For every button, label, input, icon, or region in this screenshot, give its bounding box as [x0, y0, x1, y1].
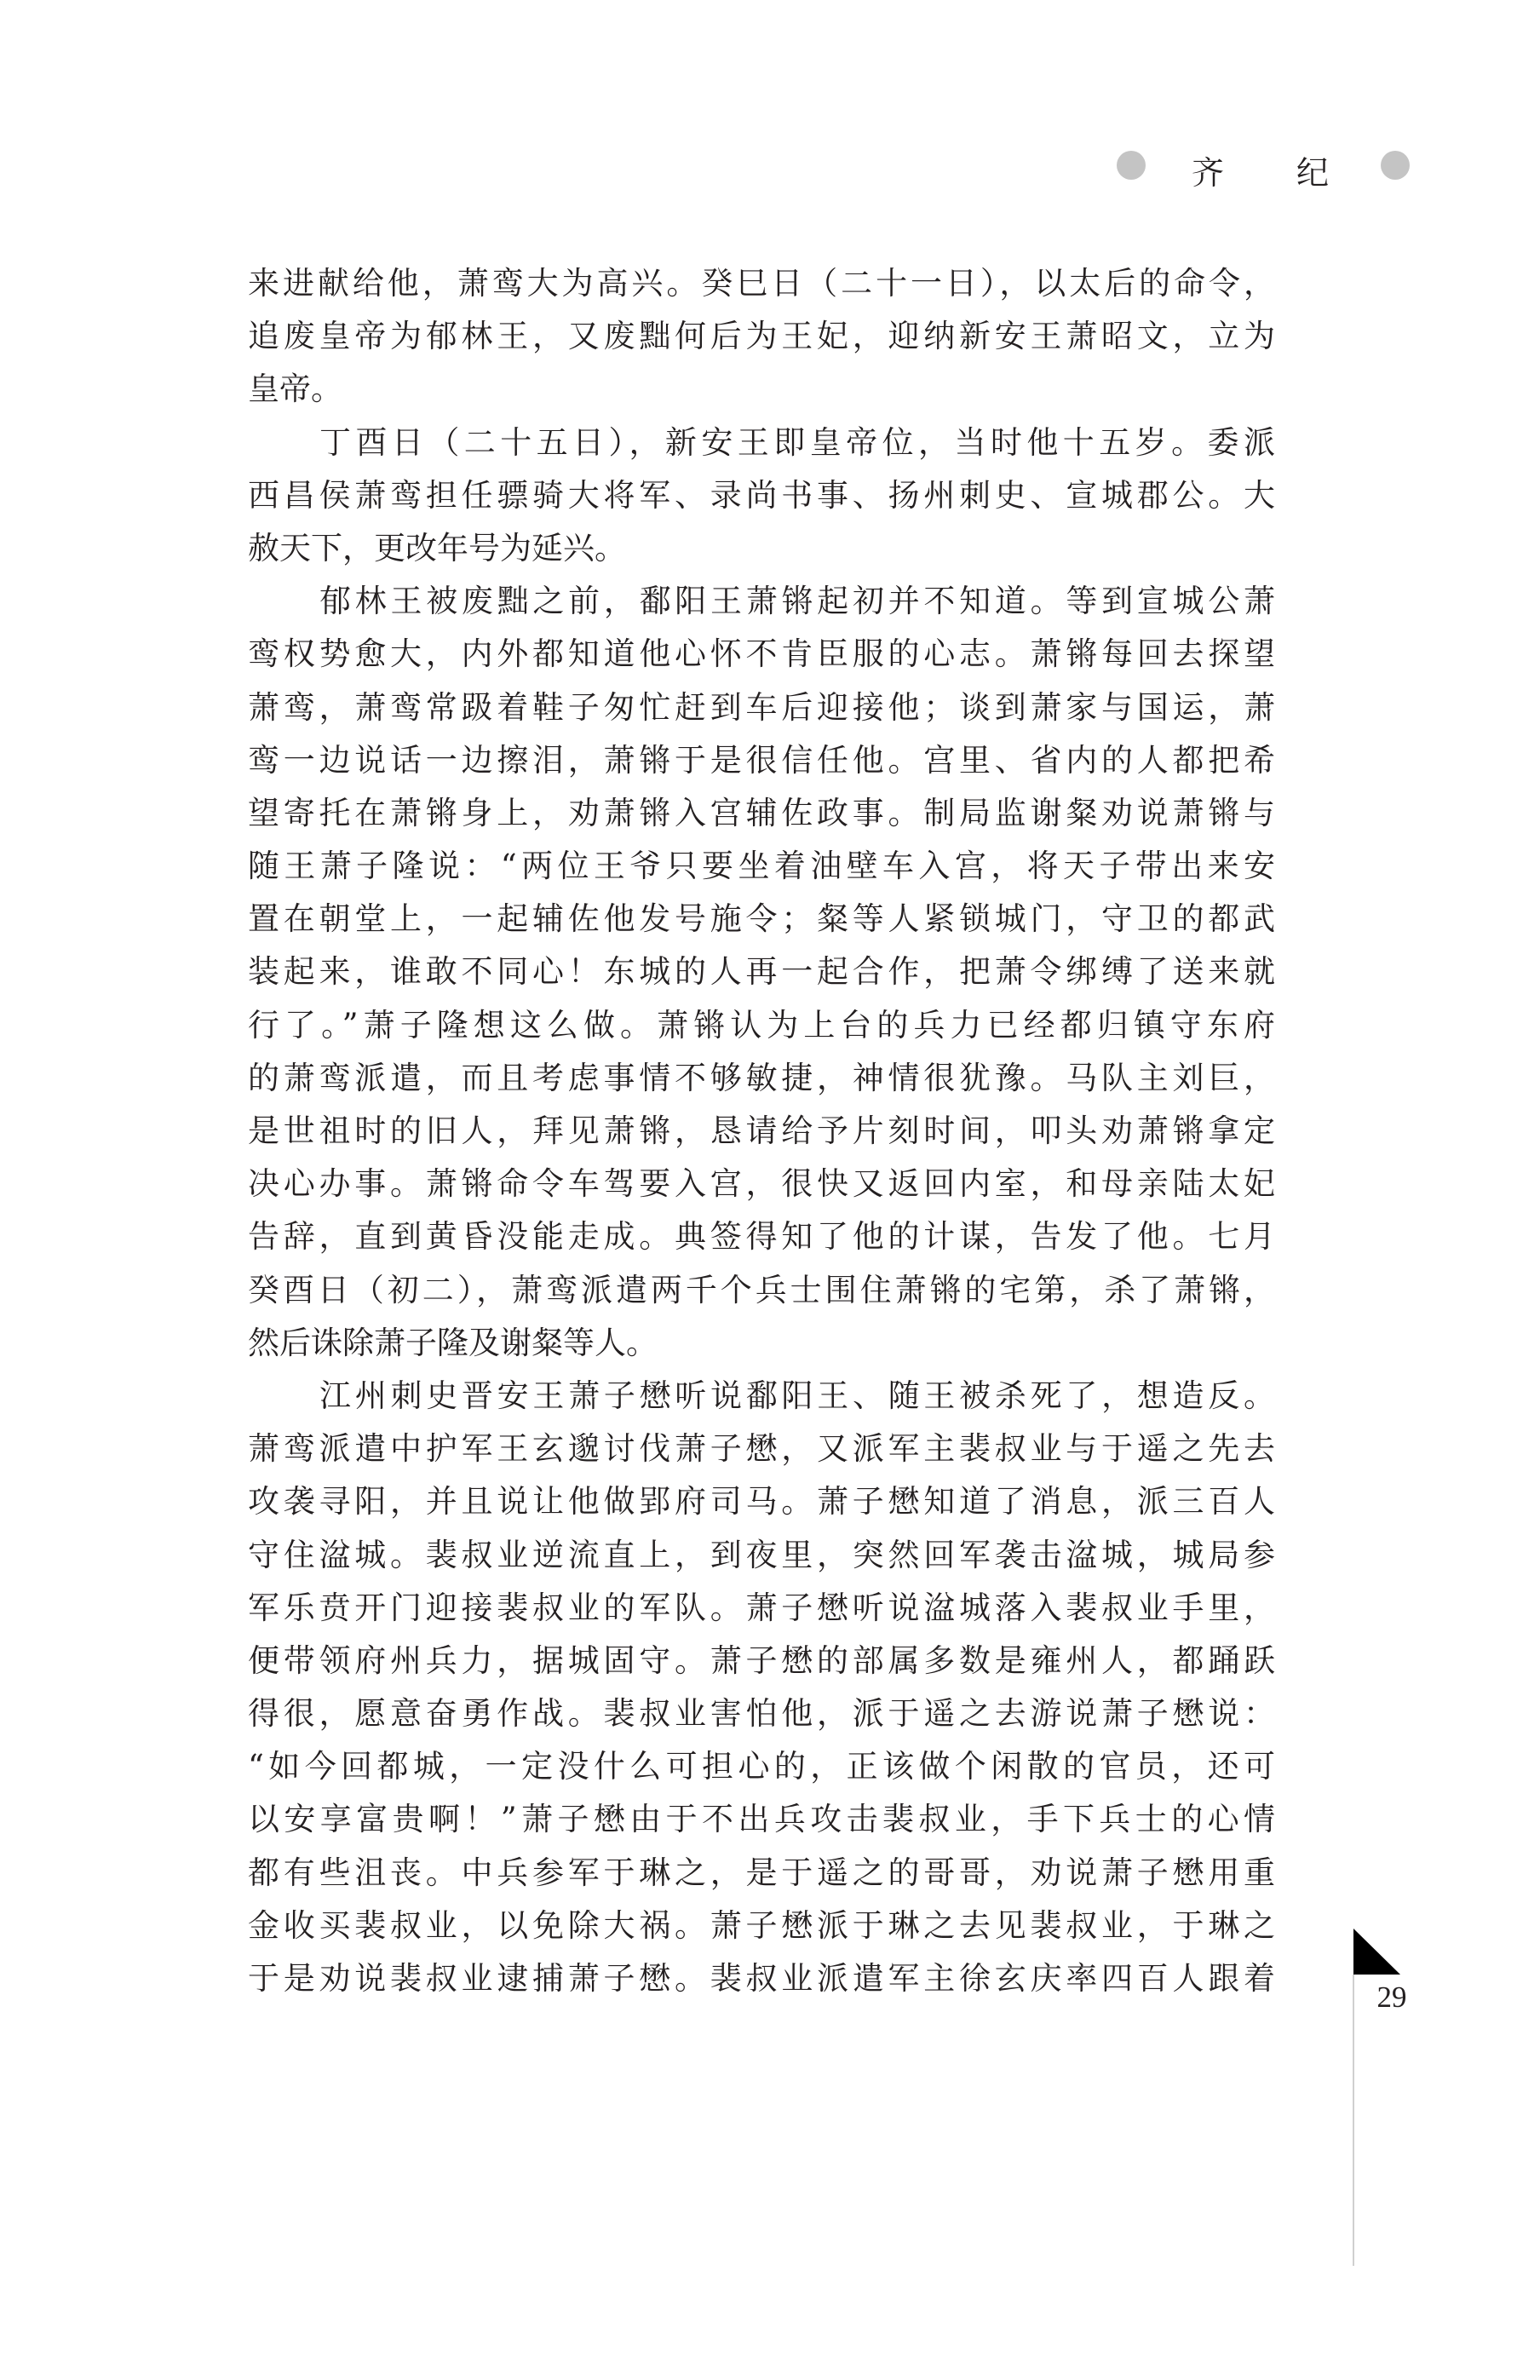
text-line: 萧鸾，萧鸾常趿着鞋子匆忙赶到车后迎接他；谈到萧家与国运，萧 [248, 688, 1275, 726]
body-text [248, 257, 1275, 2005]
text-line: 装起来，谁敢不同心！东城的人再一起合作，把萧令绑缚了送来就 [248, 953, 1275, 991]
paragraph-2 [248, 417, 1275, 576]
text-line: 置在朝堂上，一起辅佐他发号施令；粲等人紧锁城门，守卫的都武 [248, 900, 1275, 938]
text-line: “如今回都城，一定没什么可担心的，正该做个闲散的官员，还可 [248, 1748, 1275, 1785]
text-line: 鸾权势愈大，内外都知道他心怀不肯臣服的心志。萧锵每回去探望 [248, 635, 1275, 673]
text-line: 军乐贲开门迎接裴叔业的军队。萧子懋听说湓城落入裴叔业手里， [248, 1589, 1275, 1626]
text-line: 癸酉日（初二），萧鸾派遣两千个兵士围住萧锵的宅第，杀了萧锵， [248, 1271, 1275, 1308]
text-line: 追废皇帝为郁林王，又废黜何后为王妃，迎纳新安王萧昭文，立为 [248, 318, 1275, 355]
text-line: 攻袭寻阳，并且说让他做郢府司马。萧子懋知道了消息，派三百人 [248, 1483, 1275, 1521]
running-header-char-2: 纪 [1296, 154, 1329, 192]
text-line: 随王萧子隆说：“两位王爷只要坐着油壁车入宫，将天子带出来安 [248, 848, 1275, 885]
text-line: 皇帝。 [248, 371, 342, 408]
paragraph-1 [248, 257, 1275, 417]
text-line: 赦天下，更改年号为延兴。 [248, 529, 626, 566]
header-ornament-right-icon [1381, 151, 1410, 180]
text-line: 金收买裴叔业，以免除大祸。萧子懋派于琳之去见裴叔业，于琳之 [248, 1906, 1275, 1944]
text-line: 的萧鸾派遣，而且考虑事情不够敏捷，神情很犹豫。马队主刘巨， [248, 1059, 1275, 1096]
text-line: 江州刺史晋安王萧子懋听说鄱阳王、随王被杀死了，想造反。 [319, 1377, 1275, 1414]
header-ornament-left-icon [1117, 151, 1146, 180]
text-line: 然后诛除萧子隆及谢粲等人。 [248, 1324, 658, 1361]
text-line: 郁林王被废黜之前，鄱阳王萧锵起初并不知道。等到宣城公萧 [319, 583, 1275, 620]
page-number: 29 [1376, 1980, 1407, 2014]
text-line: 以安享富贵啊！”萧子懋由于不出兵攻击裴叔业，手下兵士的心情 [248, 1801, 1275, 1838]
text-line: 守住湓城。裴叔业逆流直上，到夜里，突然回军袭击湓城，城局参 [248, 1536, 1275, 1573]
text-line: 望寄托在萧锵身上，劝萧锵入宫辅佐政事。制局监谢粲劝说萧锵与 [248, 794, 1275, 831]
text-line: 鸾一边说话一边擦泪，萧锵于是很信任他。宫里、省内的人都把希 [248, 741, 1275, 779]
text-line: 是世祖时的旧人，拜见萧锵，恳请给予片刻时间，叩头劝萧锵拿定 [248, 1112, 1275, 1149]
text-line: 便带领府州兵力，据城固守。萧子懋的部属多数是雍州人，都踊跃 [248, 1641, 1275, 1679]
text-line: 丁酉日（二十五日），新安王即皇帝位，当时他十五岁。委派 [319, 423, 1275, 461]
text-line: 得很，愿意奋勇作战。裴叔业害怕他，派于遥之去游说萧子懋说： [248, 1695, 1275, 1733]
text-line: 决心办事。萧锵命令车驾要入宫，很快又返回内室，和母亲陆太妃 [248, 1165, 1275, 1203]
paragraph-4 [248, 1370, 1275, 2005]
paragraph-3 [248, 575, 1275, 1370]
text-line: 行了。”萧子隆想这么做。萧锵认为上台的兵力已经都归镇守东府 [248, 1006, 1275, 1043]
page-corner-triangle-icon [1353, 1929, 1400, 1975]
text-line: 来进献给他，萧鸾大为高兴。癸巳日（二十一日），以太后的命令， [248, 265, 1275, 302]
running-header-char-1: 齐 [1191, 154, 1224, 192]
text-line: 都有些沮丧。中兵参军于琳之，是于遥之的哥哥，劝说萧子懋用重 [248, 1854, 1275, 1891]
text-line: 告辞，直到黄昏没能走成。典签得知了他的计谋，告发了他。七月 [248, 1218, 1275, 1256]
text-line: 西昌侯萧鸾担任骠骑大将军、录尚书事、扬州刺史、宣城郡公。大 [248, 476, 1275, 514]
text-line: 萧鸾派遣中护军王玄邈讨伐萧子懋，又派军主裴叔业与于遥之先去 [248, 1430, 1275, 1468]
text-line: 于是劝说裴叔业逮捕萧子懋。裴叔业派遣军主徐玄庆率四百人跟着 [248, 1960, 1275, 1997]
